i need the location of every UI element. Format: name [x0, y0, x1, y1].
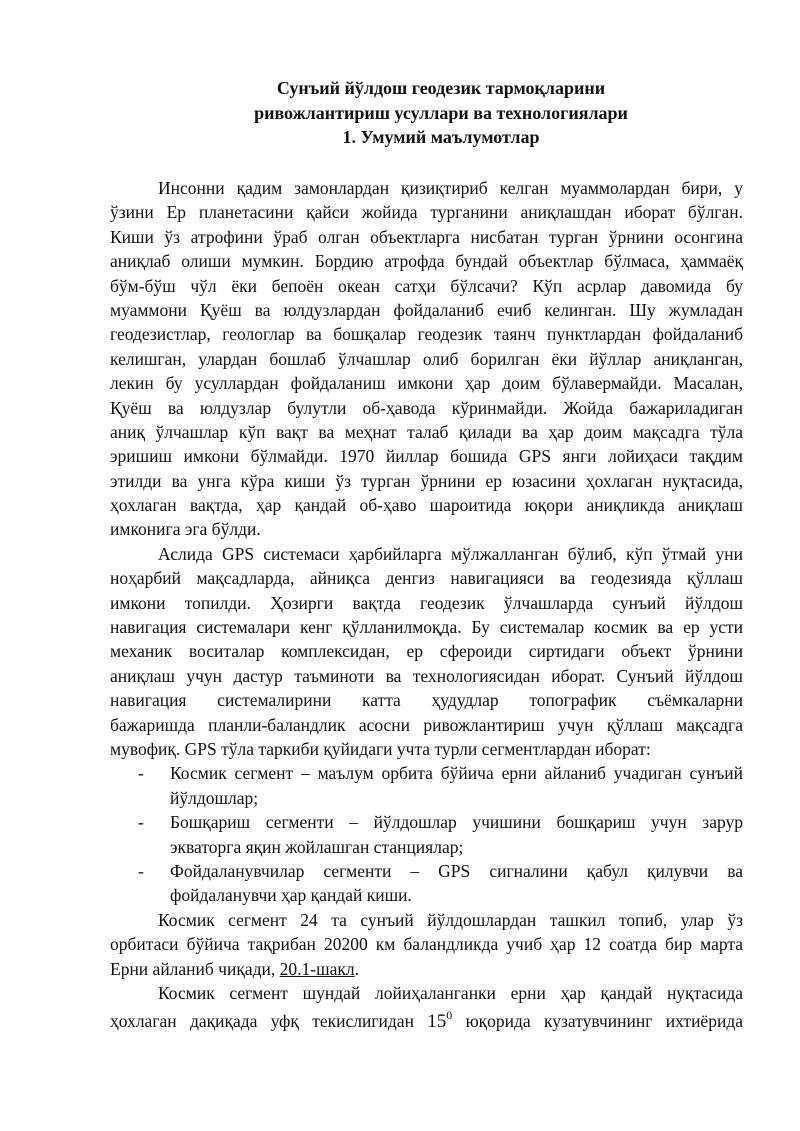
- paragraph-3: [110, 908, 743, 981]
- text-line: келишган, улардан бошлаб ўлчашлар олиб борилган ёки йўллар аниқланган,: [110, 348, 743, 369]
- text-line: йўлдошлар;: [170, 787, 259, 808]
- list-item: [110, 810, 743, 859]
- figure-reference-link[interactable]: 20.1-шакл: [279, 958, 355, 979]
- text-line: муаммони Қуёш ва юлдузлардан фойдаланиб ечиб келинган. Шу жумладан: [110, 299, 743, 320]
- text-line: Қуёш ва юлдузлар булутли об-ҳавода кўринмайди. Жойда бажариладиган: [110, 397, 743, 418]
- text-line: аниқ ўлчашлар кўп вақт ва меҳнат талаб қилади ва ҳар доим мақсадга тўла: [110, 421, 743, 442]
- text-line: Космик сегмент – маълум орбита бўйича ерни айланиб учадиган сунъий: [170, 763, 743, 784]
- text-line: лекин бу усуллардан фойдаланиш имкони ҳар доим бўлавермайди. Масалан,: [110, 373, 743, 394]
- text-line: механик воситалар комплексидан, ер сфероиди сиртидаги объект ўрнини: [110, 641, 743, 662]
- text-line: Космик сегмент 24 та сунъий йўлдошлардан ташкил топиб, улар ўз: [158, 909, 743, 930]
- text-line: имкони топилди. Ҳозирги вақтда геодезик ўлчашларда сунъий йўлдош: [110, 592, 743, 613]
- text-fragment: .: [354, 958, 359, 979]
- text-line: Аслида GPS системаси ҳарбийларга мўлжалланган бўлиб, кўп ўтмай уни: [158, 543, 743, 564]
- text-line: мувофиқ. GPS тўла таркиби қуйидаги учта турли сегментлардан иборат:: [110, 738, 651, 759]
- text-line: орбитаси бўйича тақрибан 20200 км баландликда учиб ҳар 12 соатда бир марта: [110, 934, 743, 955]
- text-fragment: ҳохлаган дақиқада уфқ текислигидан: [110, 1011, 428, 1032]
- section-heading: 1. Умумий маълумотлар: [342, 127, 540, 147]
- text-line: ўзини Ер планетасини қайси жойида турганини аниқлашдан иборат бўлган.: [110, 202, 743, 223]
- text-line: бажаришда планли-баландлик асосни ривожлантириш учун қўллаш мақсадга: [110, 714, 743, 735]
- bullet-list: [110, 761, 743, 907]
- text-line: фойдаланувчи ҳар қандай киши.: [170, 885, 412, 906]
- text-fragment: Ерни айланиб чиқади,: [110, 958, 280, 979]
- bullet-dash: -: [138, 763, 144, 784]
- paragraph-4: [110, 981, 743, 1039]
- text-line: Инсонни қадим замонлардан қизиқтириб келган муаммолардан бири, у: [158, 178, 743, 198]
- list-item: [110, 761, 743, 810]
- text-line: ноҳарбий мақсадларда, айниқса денгиз навигацияси ва геодезияда қўллаш: [110, 568, 743, 589]
- text-line: бўм-бўш чўл ёки бепоён океан сатҳи бўлсачи? Кўп асрлар давомида бу: [110, 275, 743, 296]
- bullet-dash: -: [138, 812, 144, 833]
- text-line: навигация системалари кенг қўлланилмоқда. Бу системалар космик ва ер усти: [110, 617, 743, 638]
- bullet-dash: -: [138, 860, 144, 881]
- text-line: экваторга яқин жойлашган станциялар;: [170, 836, 464, 857]
- paragraph-1: [110, 176, 743, 542]
- text-line: имконига эга бўлди.: [110, 519, 261, 540]
- text-line: [110, 957, 743, 981]
- text-line: геодезистлар, геологлар ва бошқалар геодезик таянч пунктлардан фойдаланиб: [110, 324, 743, 345]
- text-line: Фойдаланувчилар сегменти – GPS сигналини қабул қилувчи ва: [170, 860, 743, 881]
- text-line: Космик сегмент шундай лойиҳаланганки ерни ҳар қандай нуқтасида: [158, 982, 743, 1003]
- text-line: Бошқариш сегменти – йўлдошлар учишини бошқариш учун зарур: [170, 812, 743, 833]
- title-line-2: ривожлантириш усуллари ва технологиялари: [254, 102, 628, 123]
- document-title: [136, 76, 746, 150]
- text-line: этилди ва унга кўра киши ўз турган ўрнини ер юзасини ҳохлаган нуқтасида,: [110, 470, 743, 491]
- document-body: [110, 176, 743, 1039]
- text-line: Киши ўз атрофини ўраб олган объектларга нисбатан турган ўрнини осонгина: [110, 226, 743, 247]
- title-line-1: Сунъий йўлдош геодезик тармоқларини: [276, 78, 606, 98]
- text-line: навигация системалирини катта ҳудудлар топографик съёмкаларни: [110, 690, 743, 711]
- paragraph-2: [110, 542, 743, 762]
- list-item: [110, 859, 743, 908]
- angle-value: 15: [427, 1011, 447, 1033]
- text-line: эришиш имкони бўлмайди. 1970 йиллар бошида GPS янги лойиҳаси тақдим: [110, 446, 743, 467]
- text-line: аниқлаб олиши мумкин. Бордию атрофда бундай объектлар бўлмаса, ҳаммаёқ: [110, 251, 743, 272]
- text-line: ҳохлаган вақтда, ҳар қандай об-ҳаво шароитида юқори аниқликда аниқлаш: [110, 495, 743, 516]
- text-line: аниқлаш учун дастур таъминоти ва технологиясидан иборат. Сунъий йўлдош: [110, 665, 743, 686]
- text-line: [110, 1005, 743, 1039]
- degree-superscript: 0: [446, 1008, 453, 1023]
- text-fragment: юқорида кузатувчининг ихтиёрида: [452, 1011, 743, 1032]
